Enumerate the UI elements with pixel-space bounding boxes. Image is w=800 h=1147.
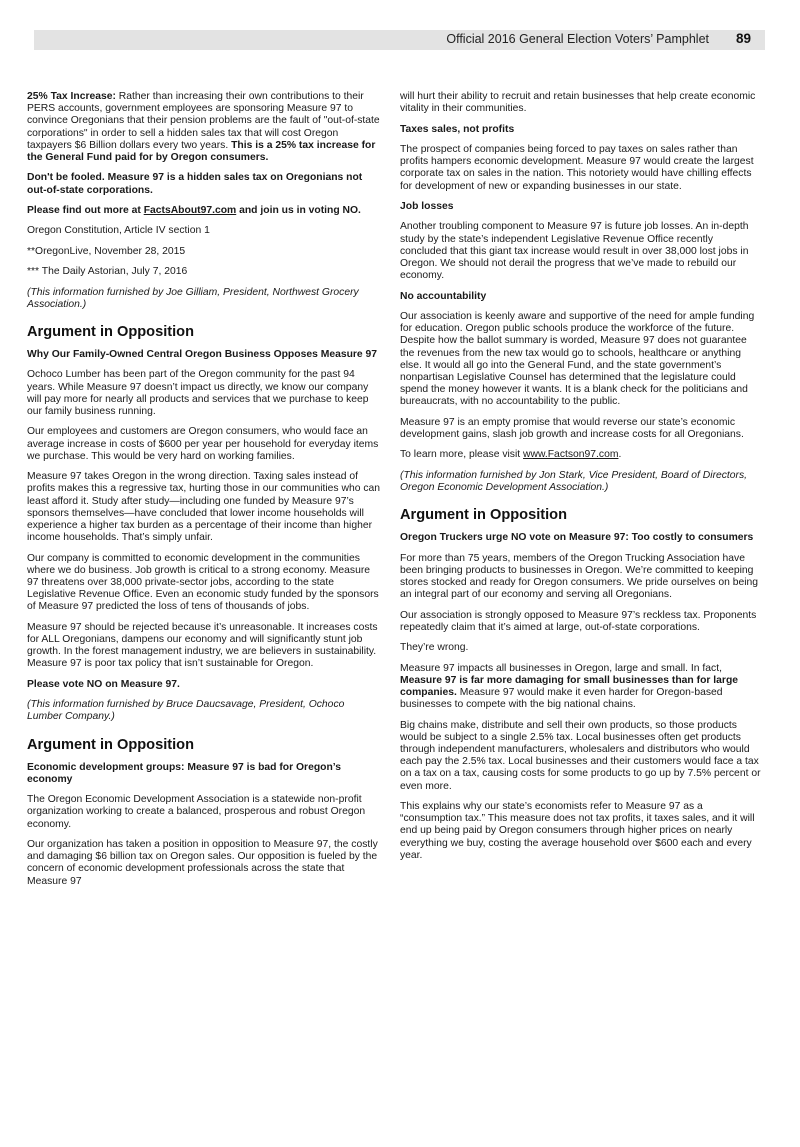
section-heading: Argument in Opposition [27, 736, 195, 753]
paragraph: Measure 97 should be rejected because it’s unreasonable. It increases costs for ALL Oregonians, dampens our economy and will significantly stunt job growth. In the forest management industry, we are believers in sustainability. Measure 97 is poor tax policy that isn’t sustainable for Oregon. [27, 621, 378, 670]
text: Measure 97 would make it even harder for Oregon-based businesses to compete with the big national chains. [400, 686, 723, 711]
paragraph [400, 449, 762, 461]
reference: *** The Daily Astorian, July 7, 2016 [27, 266, 188, 278]
bold-text: This is a 25% tax increase for the General Fund paid for by Oregon consumers. [27, 139, 376, 164]
factson97-link[interactable]: www.Factson97.com [523, 449, 619, 461]
subheading: Oregon Truckers urge NO vote on Measure 97: Too costly to consumers [400, 532, 754, 544]
paragraph [27, 205, 382, 217]
paragraph [400, 663, 762, 712]
paragraph: will hurt their ability to recruit and retain businesses that help create economic vitality in their communities. [400, 91, 756, 115]
pamphlet-title: Official 2016 General Election Voters’ Pamphlet [446, 32, 709, 46]
credit-line: (This information furnished by Jon Stark, Vice President, Board of Directors, Oregon Economic Development Association.) [400, 469, 748, 493]
section-heading: Argument in Opposition [400, 507, 568, 524]
facts-link[interactable]: FactsAbout97.com [143, 205, 237, 216]
paragraph: Ochoco Lumber has been part of the Oregon community for the past 94 years. While Measure 97 doesn’t impact us directly, we know our company will pay more for nearly all products and services that we purchase to keep our family business running. [27, 369, 369, 417]
paragraph: They’re wrong. [400, 642, 469, 654]
paragraph [27, 679, 382, 691]
left-column [27, 91, 382, 896]
reference: Oregon Constitution, Article IV section 1 [27, 225, 210, 237]
right-column [400, 91, 762, 870]
text: Please find out more at [27, 205, 144, 216]
page-number: 89 [735, 31, 751, 46]
page-header [34, 30, 765, 50]
paragraph [27, 172, 382, 196]
section-heading: Argument in Opposition [27, 323, 195, 340]
paragraph: Our association is keenly aware and supportive of the need for ample funding for education. Oregon public schools produce the workforce of the future. Despite how the ballot summary is worded, Measure 97 does not guarantee the revenues from the new tax would go to schools, healthcare or anything else. It would all go into the General Fund, and the state government’s nonpartisan Legislative Counsel has determined that the legislature could spend the money however it wants. It is a blank check for the politicians and bureaucrats, with no accountability to the public. [400, 310, 755, 408]
bold-text: Please vote NO on Measure 97. [27, 678, 180, 690]
paragraph: The prospect of companies being forced to pay taxes on sales rather than profits hampers economic development. Measure 97 would create the largest corporate tax on sales in the nation. This notoriety would have chilling effects for development of new or expanding businesses in our state. [400, 143, 754, 192]
paragraph: Measure 97 takes Oregon in the wrong direction. Taxing sales instead of profits makes this a regressive tax, hurting those in our communities who can least afford it. Study after study—including one funded by Measure 97’s sponsors themselves—have concluded that lower income households will experience a higher tax burden as a percentage of their income than higher income households. That’s simply unfair. [27, 471, 380, 544]
subheading: Job losses [400, 200, 454, 212]
credit-line: (This information furnished by Bruce Daucsavage, President, Ochoco Lumber Company.) [27, 699, 345, 723]
subheading: Economic development groups: Measure 97 is bad for Oregon’s economy [27, 761, 342, 785]
paragraph: This explains why our state’s economists refer to Measure 97 as a “consumption tax.” This measure does not tax profits, it taxes sales, and it will end up being paid by Oregon consumers through higher prices on nearly everything we buy, costing the average household over $600 each and every year. [400, 800, 755, 861]
subheading: Taxes sales, not profits [400, 123, 515, 135]
credit-line: (This information furnished by Joe Gilliam, President, Northwest Grocery Association.) [27, 286, 359, 310]
bold-lead: 25% Tax Increase: [27, 91, 116, 102]
paragraph: Measure 97 is an empty promise that would reverse our state’s economic development gains, slash job growth and increase costs for all Oregonians. [400, 416, 744, 440]
text: and join us in voting NO. [236, 205, 361, 216]
paragraph: Our employees and customers are Oregon consumers, who would face an average increase in costs of $600 per year per household for everyday items we purchase. This would be very hard on working families. [27, 426, 379, 462]
paragraph: Our association is strongly opposed to Measure 97’s reckless tax. Proponents repeatedly claim that it’s aimed at large, out-of-state corporations. [400, 609, 757, 633]
paragraph: The Oregon Economic Development Association is a statewide non-profit organization working to create a balanced, prosperous and robust Oregon economy. [27, 794, 366, 830]
bold-text: Don't be fooled. Measure 97 is a hidden sales tax on Oregonians not out-of-state corporations. [27, 172, 363, 196]
paragraph: Our company is committed to economic development in the communities where we do business. Job growth is critical to a strong economy. Measure 97 threatens over 38,000 private-sector jobs, according to the state Legislative Revenue Office. Even an economic study funded by the sponsors of Measure 97 predicted the loss of tens of thousands of jobs. [27, 552, 379, 613]
text: Rather than increasing their own contributions to their PERS accounts, government employees are sponsoring Measure 97 to convince Oregonians that their pension problems are the fault of "out-of-state corporations" in order to sell a hidden sales tax that will cost Oregon taxpayers $6 Billion dollars every two years. [27, 91, 380, 151]
bold-text: Measure 97 is far more damaging for small businesses than for large companies. [400, 674, 739, 698]
subheading: Why Our Family-Owned Central Oregon Business Opposes Measure 97 [27, 348, 378, 360]
paragraph [27, 91, 382, 164]
subheading: No accountability [400, 290, 487, 302]
paragraph: Another troubling component to Measure 97 is future job losses. An in-depth study by the state’s independent Legislative Revenue Office recently concluded that this giant tax increase would result in over 38,000 lost jobs in Oregon. We should not derail the progress that we’ve made to rebuild our economy. [400, 221, 749, 282]
text: To learn more, please visit [400, 449, 524, 461]
reference: **OregonLive, November 28, 2015 [27, 245, 186, 257]
paragraph: For more than 75 years, members of the Oregon Trucking Association have been bringing products to businesses in Oregon. We’re committed to keeping stores stocked and ready for Oregon consumers. We pride ourselves on being an integral part of our economy and serving all Oregonians. [400, 552, 759, 601]
paragraph: Big chains make, distribute and sell their own products, so those products would be subject to a single 2.5% tax. Local businesses often get products through independent manufacturers, wholesalers and distributors who would each pay the 2.5% tax. Local businesses and their customers would face a tax on a tax on a tax, causing costs for some products to go up by 7.5% percent or even more. [400, 719, 761, 792]
text: Measure 97 impacts all businesses in Oregon, large and small. In fact, [400, 662, 722, 674]
paragraph: Our organization has taken a position in opposition to Measure 97, the costly and damaging $6 billion tax on Oregon sales. Our opposition is fueled by the concern of economic development professionals across the state that Measure 97 [27, 838, 378, 887]
text: . [618, 449, 622, 461]
